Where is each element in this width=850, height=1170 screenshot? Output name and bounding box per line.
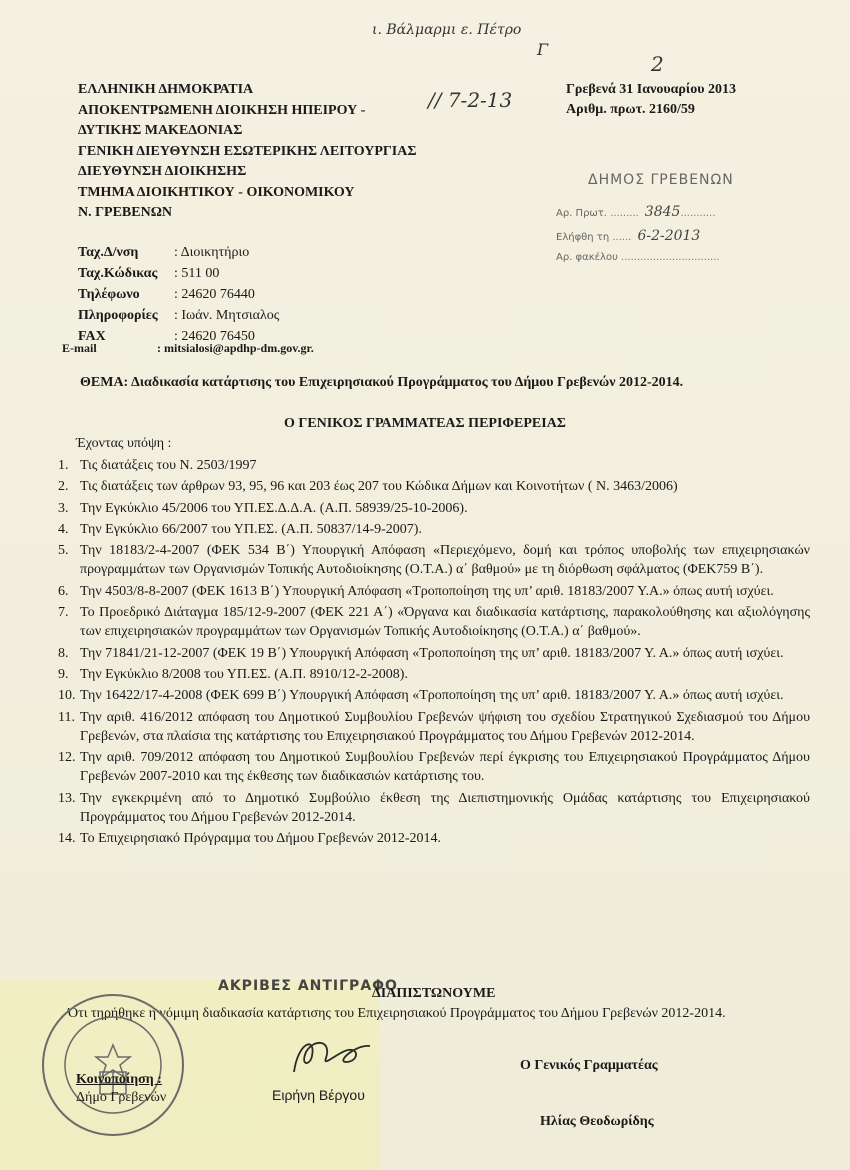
handwritten-page-number: 2 xyxy=(651,52,664,76)
list-item xyxy=(58,541,810,580)
verify-heading: ΔΙΑΠΙΣΤΩΝΟΥΜΕ xyxy=(372,986,496,1001)
contact-block xyxy=(78,242,279,347)
contact-row xyxy=(78,242,279,263)
list-item xyxy=(58,520,810,539)
list-item xyxy=(58,499,810,518)
stamp-date-row: Ελήφθη τη ...... 6-2-2013 xyxy=(556,228,701,244)
signatory-name: Ηλίας Θεοδωρίδης xyxy=(540,1114,654,1129)
stamp-protocol-row: Αρ. Πρωτ. ......... 3845........... xyxy=(556,204,716,220)
handwritten-received-date: // 7-2-13 xyxy=(428,88,513,112)
item-number: 10. xyxy=(58,688,76,704)
contact-label: Ταχ.Κώδικας xyxy=(78,266,158,281)
handwritten-mark: Γ xyxy=(537,40,549,59)
item-text: Την 71841/21-12-2007 (ΦΕΚ 19 Β΄) Υπουργική Απόφαση «Τροποποίηση της υπ’ αριθ. 18183/2007 Υ. Α.» όπως αυτή ισχύει. xyxy=(80,645,784,661)
certified-copy-stamp: ΑΚΡΙΒΕΣ ΑΝΤΙΓΡΑΦΟ xyxy=(218,978,398,994)
item-number: 7. xyxy=(58,605,69,621)
item-number: 4. xyxy=(58,521,69,537)
header-line: Ν. ΓΡΕΒΕΝΩΝ xyxy=(78,205,173,220)
subject-line: ΘΕΜΑ: Διαδικασία κατάρτισης του Επιχειρησιακού Προγράμματος του Δήμου Γρεβενών 2012-2014. xyxy=(80,375,684,390)
stamp-date-label: Ελήφθη τη xyxy=(556,232,610,243)
signature xyxy=(286,1032,376,1082)
signatory-title: Ο Γενικός Γραμματέας xyxy=(520,1058,658,1073)
stamp-file-row: Αρ. φακέλου ............................... xyxy=(556,252,720,263)
list-item xyxy=(58,582,810,601)
item-text: Την εγκεκριμένη από το Δημοτικό Συμβούλιο έκθεση της Διεπιστημονικής Ομάδας κατάρτισης του Επιχειρησιακού Προγράμματος του Δήμου Γρεβενών 2012-2014. xyxy=(80,790,810,826)
list-item xyxy=(58,456,810,475)
list-item xyxy=(58,603,810,642)
stamp-file-label: Αρ. φακέλου xyxy=(556,252,618,263)
email-value[interactable]: : mitsialosi@apdhp-dm.gov.gr. xyxy=(157,341,314,355)
handwritten-top-note: ι. Βάλμαρμι ε. Πέτρο xyxy=(372,22,522,38)
date-protocol-block xyxy=(566,80,736,120)
contact-value: : Διοικητήριο xyxy=(174,245,250,260)
item-text: Το Επιχειρησιακό Πρόγραμμα του Δήμου Γρεβενών 2012-2014. xyxy=(80,831,442,847)
conclusion-text: Ότι τηρήθηκε η νόμιμη διαδικασία κατάρτισης του Επιχειρησιακού Προγράμματος του Δήμου Γρεβενών 2012-2014. xyxy=(68,1006,726,1021)
header-line: ΤΜΗΜΑ ΔΙΟΙΚΗΤΙΚΟΥ - ΟΙΚΟΝΟΜΙΚΟΥ xyxy=(78,184,355,200)
contact-row xyxy=(78,305,279,326)
list-item xyxy=(58,748,810,787)
list-item xyxy=(58,829,810,848)
contact-label: FAX xyxy=(78,329,106,344)
issuer-header xyxy=(78,80,417,224)
received-stamp xyxy=(556,166,796,271)
item-text: Την Εγκύκλιο 66/2007 του ΥΠ.ΕΣ. (Α.Π. 50837/14-9-2007). xyxy=(80,521,422,537)
item-number: 11. xyxy=(58,709,75,725)
item-number: 5. xyxy=(58,543,69,559)
list-item xyxy=(58,708,810,747)
contact-row xyxy=(78,263,279,284)
item-text: Την Εγκύκλιο 8/2008 του ΥΠ.ΕΣ. (Α.Π. 8910/12-2-2008). xyxy=(80,666,408,682)
section-heading: Ο ΓΕΝΙΚΟΣ ΓΡΑΜΜΑΤΕΑΣ ΠΕΡΙΦΕΡΕΙΑΣ xyxy=(284,416,566,431)
stamp-title: ΔΗΜΟΣ ΓΡΕΒΕΝΩΝ xyxy=(588,172,734,188)
header-line: ΕΛΛΗΝΙΚΗ ΔΗΜΟΚΡΑΤΙΑ xyxy=(78,82,254,97)
item-text: Την αριθ. 709/2012 απόφαση του Δημοτικού Συμβουλίου Γρεβενών περί έγκρισης του Επιχειρησιακού Προγράμματος Δήμου Γρεβενών 2007-2010 και της έκθεσης των διαδικασιών κατάρτισης του. xyxy=(80,750,810,785)
notification-recipient: Δήμο Γρεβενών xyxy=(76,1090,167,1105)
item-text: Την 18183/2-4-2007 (ΦΕΚ 534 Β΄) Υπουργική Απόφαση «Περιεχόμενο, δομή και τρόπος υποβολής των επιχειρησιακών προγραμμάτων των Οργανισμών Τοπικής Αυτοδιοίκησης (Ο.Τ.Α.) α΄ βαθμού» με τη διόρθωση σφάλματος (ΦΕΚ759 Β΄). xyxy=(80,543,810,578)
document-date: Γρεβενά 31 Ιανουαρίου 2013 xyxy=(566,82,737,97)
email-row xyxy=(62,341,314,356)
copy-signer-name: Ειρήνη Βέργου xyxy=(272,1087,365,1103)
list-item xyxy=(58,477,810,496)
item-text: Την 4503/8-8-2007 (ΦΕΚ 1613 Β΄) Υπουργική Απόφαση «Τροποποίηση της υπ’ αριθ. 18183/2007 Υ.Α.» όπως αυτή ισχύει. xyxy=(80,583,774,599)
contact-value: : Ιωάν. Μητσιαλος xyxy=(174,308,280,323)
contact-value: : 24620 76450 xyxy=(174,329,255,344)
stamp-protocol-label: Αρ. Πρωτ. xyxy=(556,208,607,219)
item-number: 8. xyxy=(58,645,69,661)
contact-label: Πληροφορίες xyxy=(78,308,158,323)
contact-label: Τηλέφωνο xyxy=(78,287,140,302)
contact-value: : 511 00 xyxy=(174,266,220,281)
item-text: Τις διατάξεις των άρθρων 93, 95, 96 και 203 έως 207 του Κώδικα Δήμων και Κοινοτήτων ( Ν. 3463/2006) xyxy=(80,479,678,495)
item-text: Την Εγκύκλιο 45/2006 του ΥΠ.ΕΣ.Δ.Δ.Α. (Α.Π. 58939/25-10-2006). xyxy=(80,500,468,516)
item-text: Το Προεδρικό Διάταγμα 185/12-9-2007 (ΦΕΚ 221 Α΄) «Όργανα και διαδικασία κατάρτισης, παρακολούθησης και αξιολόγησης των επιχειρησιακών προγραμμάτων των Οργανισμών Τοπικής Αυτοδιοίκησης (Ο.Τ.Α.) α΄ βαθμού». xyxy=(80,605,810,640)
official-seal xyxy=(38,990,188,1140)
list-item xyxy=(58,665,810,684)
stamp-protocol-value: 3845 xyxy=(644,204,681,220)
list-item xyxy=(58,789,810,828)
header-line: ΔΥΤΙΚΗΣ ΜΑΚΕΔΟΝΙΑΣ xyxy=(78,123,243,138)
protocol-number: Αριθμ. πρωτ. 2160/59 xyxy=(566,102,695,117)
item-text: Την 16422/17-4-2008 (ΦΕΚ 699 Β΄) Υπουργική Απόφαση «Τροποποίηση της υπ’ αριθ. 18183/2007 Υ. Α.» όπως αυτή ισχύει. xyxy=(80,688,784,704)
item-text: Τις διατάξεις του Ν. 2503/1997 xyxy=(80,458,257,473)
intro-text: Έχοντας υπόψη : xyxy=(76,436,172,451)
item-number: 1. xyxy=(58,458,69,473)
header-line: ΓΕΝΙΚΗ ΔΙΕΥΘΥΝΣΗ ΕΣΩΤΕΡΙΚΗΣ ΛΕΙΤΟΥΡΓΙΑΣ xyxy=(78,143,417,159)
item-text: Την αριθ. 416/2012 απόφαση του Δημοτικού Συμβουλίου Γρεβενών ψήφιση του σχεδίου Στρατηγικού Σχεδιασμού του Δήμου Γρεβενών, στα πλαίσια της κατάρτισης του Επιχειρησιακού Προγράμματος του Δήμου Γρεβενών 2012-2014. xyxy=(80,709,810,744)
header-line: ΔΙΕΥΘΥΝΣΗ ΔΙΟΙΚΗΣΗΣ xyxy=(78,164,247,179)
list-item xyxy=(58,644,810,663)
notification-label: Κοινοποίηση : xyxy=(76,1072,162,1087)
considerations-list xyxy=(58,456,810,851)
item-number: 14. xyxy=(58,831,76,847)
contact-value: : 24620 76440 xyxy=(174,287,255,302)
item-number: 6. xyxy=(58,583,69,599)
contact-row xyxy=(78,284,279,305)
item-number: 13. xyxy=(58,790,76,806)
list-item xyxy=(58,686,810,705)
item-number: 12. xyxy=(58,750,76,766)
stamp-date-value: 6-2-2013 xyxy=(637,228,701,244)
contact-label: Ταχ.Δ/νση xyxy=(78,245,139,260)
item-number: 9. xyxy=(58,666,69,682)
item-number: 3. xyxy=(58,500,69,516)
header-line: ΑΠΟΚΕΝΤΡΩΜΕΝΗ ΔΙΟΙΚΗΣΗ ΗΠΕΙΡΟΥ - xyxy=(78,102,366,118)
email-label: E-mail xyxy=(62,341,97,355)
item-number: 2. xyxy=(58,479,69,495)
